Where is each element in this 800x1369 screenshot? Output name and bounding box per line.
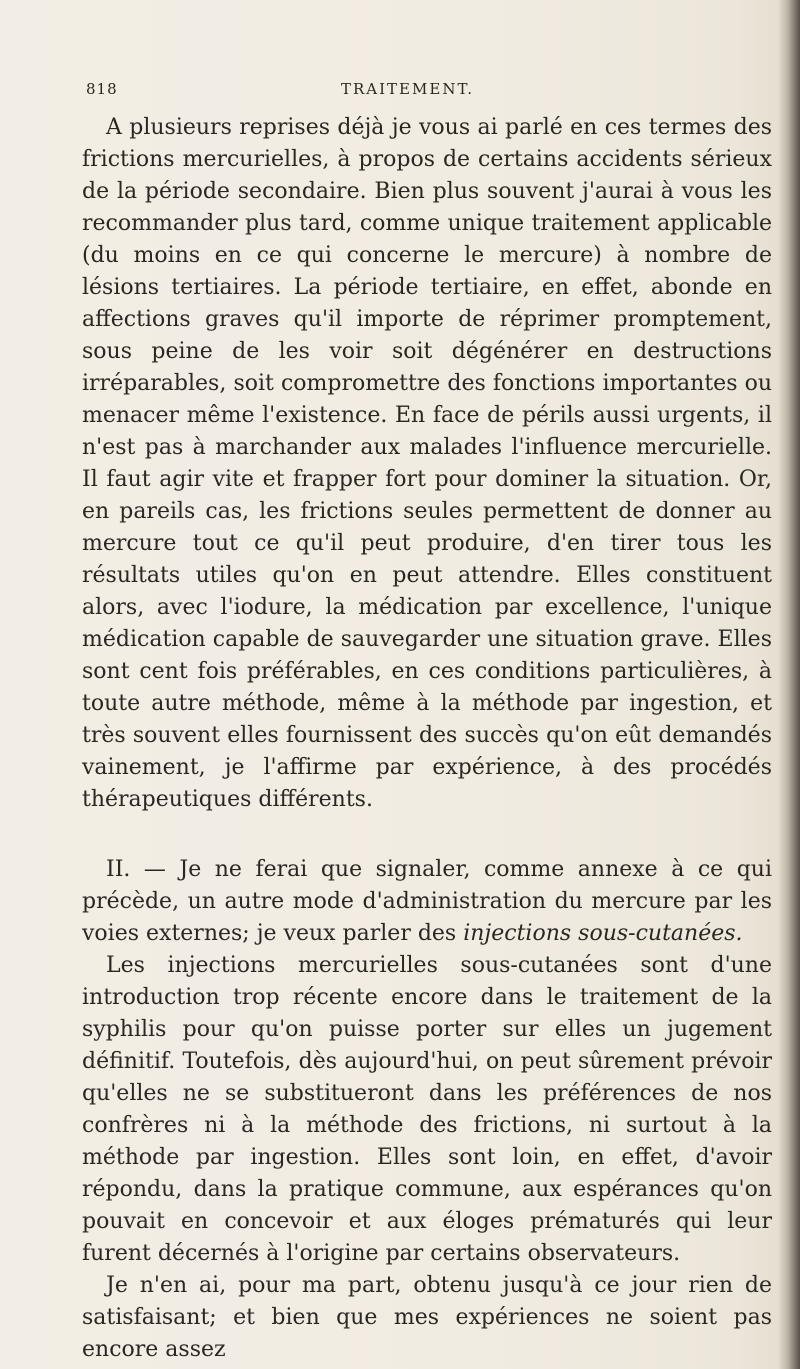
paragraph-section-ii [82,854,772,950]
paragraph-frictions: A plusieurs reprises déjà je vous ai parlé en ces termes des frictions mercurielles, à propos de certains accidents sérieux de la période secondaire. Bien plus souvent j'aurai à vous les recommander plus tard, comme unique traitement applicable (du moins en ce qui concerne le mercure) à nombre de lésions tertiaires. La période tertiaire, en effet, abonde en affections graves qu'il importe de réprimer promptement, sous peine de les voir soit dégénérer en destructions irréparables, soit compromettre des fonctions importantes ou menacer même l'existence. En face de périls aussi urgents, il n'est pas à marchander aux malades l'influence mercurielle. Il faut agir vite et frapper fort pour dominer la situation. Or, en pareils cas, les frictions seules permettent de donner au mercure tout ce qu'il peut produire, d'en tirer tous les résultats utiles qu'on en peut attendre. Elles constituent alors, avec l'iodure, la médication par excellence, l'unique médication capable de sauvegarder une situation grave. Elles sont cent fois préférables, en ces conditions particulières, à toute autre méthode, même à la méthode par ingestion, et très souvent elles fournissent des succès qu'on eût demandés vainement, je l'affirme par expérience, à des procédés thérapeutiques différents. [82,115,772,812]
section-ii-text: — Je ne ferai que signaler, comme annexe à ce qui précède, un autre mode d'administration du mercure par les voies externes; je veux parler des [82,857,772,946]
italic-term: injections sous-cutanées. [463,921,743,946]
paragraph-injections: Les injections mercurielles sous-cutanées sont d'une introduction trop récente encore dans le traitement de la syphilis pour qu'on puisse porter sur elles un jugement définitif. Toutefois, dès aujourd'hui, on peut sûrement prévoir qu'elles ne se substitueront dans les préférences de nos confrères ni à la méthode des frictions, ni surtout à la méthode par ingestion. Elles sont loin, en effet, d'avoir répondu, dans la pratique commune, aux espérances qu'on pouvait en concevoir et aux éloges prématurés qui leur furent décernés à l'origine par certains observateurs. [82,953,772,1266]
page-number: 818 [86,80,118,98]
section-spacer [82,816,772,854]
page-header [86,80,736,104]
page-edge-shadow [778,0,800,1369]
running-head: TRAITEMENT. [341,80,475,98]
body-text [82,112,772,1366]
paragraph-experience: Je n'en ai, pour ma part, obtenu jusqu'à ce jour rien de satisfaisant; et bien que mes expériences ne soient pas encore assez [82,1273,772,1362]
section-numeral: II. [106,857,131,882]
